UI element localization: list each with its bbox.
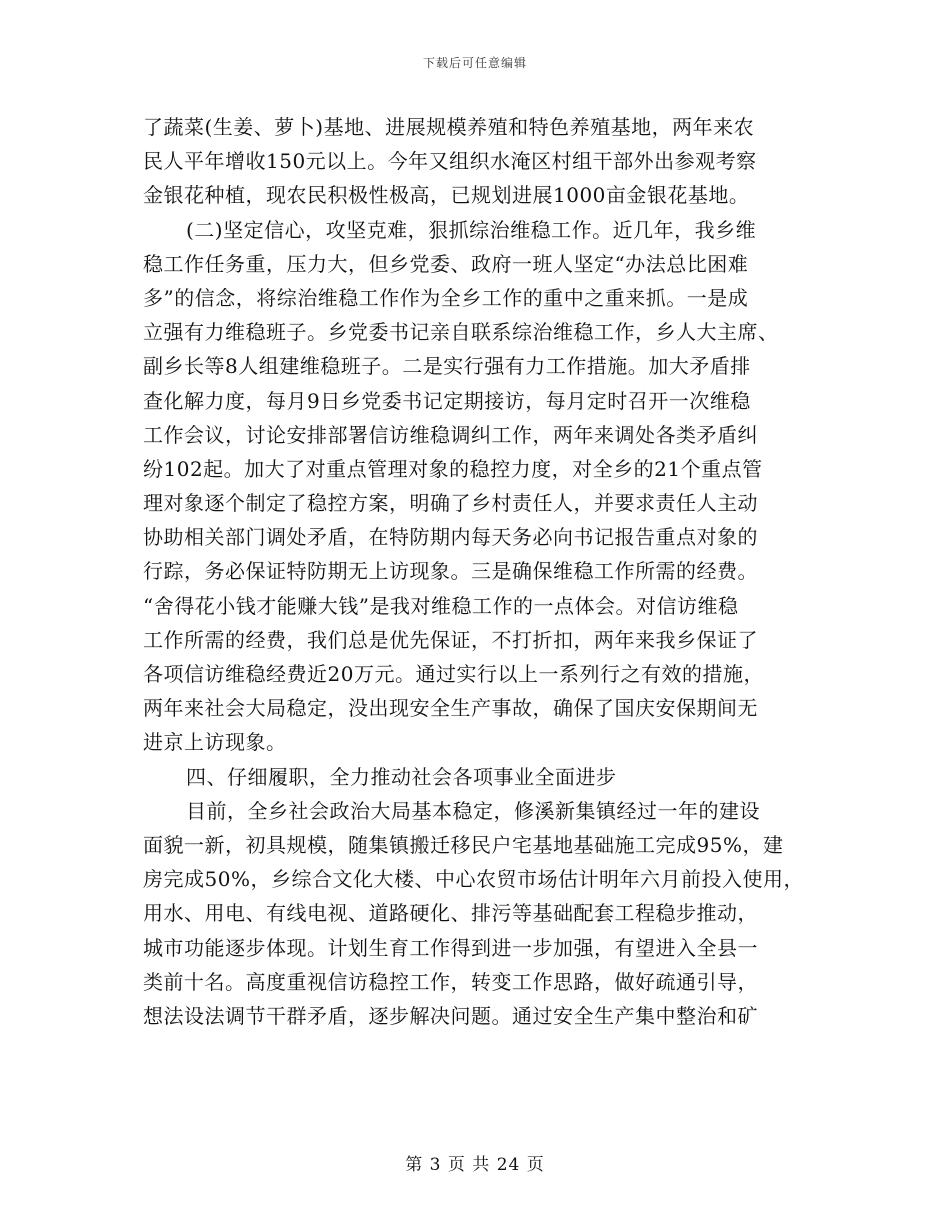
text-line: 工作所需的经费，我们总是优先保证，不打折扣，两年来我乡保证了 xyxy=(143,627,758,652)
text-line: 想法设法调节干群矛盾，逐步解决问题。通过安全生产集中整治和矿 xyxy=(143,1003,758,1028)
paragraph-start-line: 目前，全乡社会政治大局基本稳定，修溪新集镇经过一年的建设 xyxy=(186,798,760,823)
page-footer: 第 3 页 共 24 页 xyxy=(405,1155,545,1175)
text-line: 各项信访维稳经费近20万元。通过实行以上一系列行之有效的措施， xyxy=(143,662,764,686)
text-line: 查化解力度，每月9日乡党委书记定期接访，每月定时召开一次维稳 xyxy=(143,388,751,413)
text-line: 立强有力维稳班子。乡党委书记亲自联系综治维稳工作，乡人大主席、 xyxy=(143,320,779,345)
paragraph-start-line: (二)坚定信心，攻坚克难，狠抓综治维稳工作。近几年，我乡维 xyxy=(186,217,757,242)
text-line: 城市功能逐步体现。计划生育工作得到进一步加强，有望进入全县一 xyxy=(143,935,758,960)
text-line: 多”的信念，将综治维稳工作作为全乡工作的重中之重来抓。一是成 xyxy=(143,285,749,310)
text-line: 行踪，务必保证特防期无上访现象。三是确保维稳工作所需的经费。 xyxy=(143,559,758,584)
section-heading: 四、仔细履职，全力推动社会各项事业全面进步 xyxy=(186,764,617,789)
text-line: 工作会议，讨论安排部署信访维稳调纠工作，两年来调处各类矛盾纠 xyxy=(143,422,758,447)
text-line: 理对象逐个制定了稳控方案，明确了乡村责任人，并要求责任人主动 xyxy=(143,491,758,516)
text-line: 两年来社会大局稳定，没出现安全生产事故，确保了国庆安保期间无 xyxy=(143,696,758,721)
text-line: 稳工作任务重，压力大，但乡党委、政府一班人坚定“办法总比困难 xyxy=(143,251,749,276)
page-header: 下载后可任意编辑 xyxy=(422,56,527,70)
text-line: 协助相关部门调处矛盾，在特防期内每天务必向书记报告重点对象的 xyxy=(143,525,758,550)
text-line: “舍得花小钱才能赚大钱”是我对维稳工作的一点体会。对信访维稳 xyxy=(143,593,739,618)
document-body xyxy=(143,110,813,1033)
text-line: 纷102起。加大了对重点管理对象的稳控力度，对全乡的21个重点管 xyxy=(143,456,763,481)
text-line: 进京上访现象。 xyxy=(143,730,287,755)
text-line: 了蔬菜(生姜、萝卜)基地、进展规模养殖和特色养殖基地，两年来农 xyxy=(143,115,755,139)
text-line: 副乡长等8人组建维稳班子。二是实行强有力工作措施。加大矛盾排 xyxy=(143,354,751,379)
text-line: 面貌一新，初具规模，随集镇搬迁移民户宅基地基础施工完成95%，建 xyxy=(143,832,784,857)
text-line: 民人平年增收150元以上。今年又组织水淹区村组干部外出参观考察 xyxy=(143,149,757,174)
text-line: 房完成50%，乡综合文化大楼、中心农贸市场估计明年六月前投入使用， xyxy=(143,867,804,892)
text-line: 金银花种植，现农民积极性极高，已规划进展1000亩金银花基地。 xyxy=(143,183,750,208)
text-line: 类前十名。高度重视信访稳控工作，转变工作思路，做好疏通引导， xyxy=(143,969,758,994)
text-line: 用水、用电、有线电视、道路硬化、排污等基础配套工程稳步推动， xyxy=(143,901,758,926)
